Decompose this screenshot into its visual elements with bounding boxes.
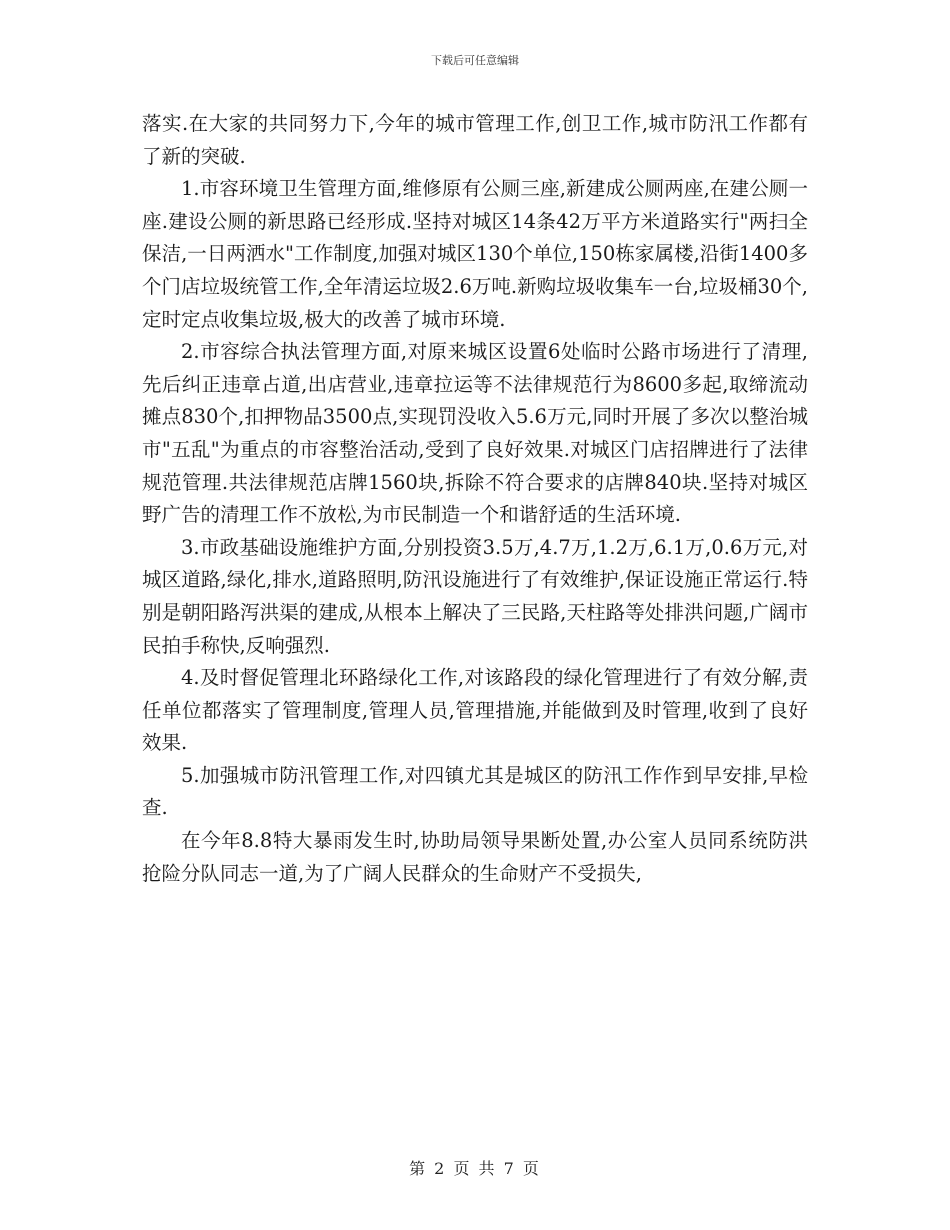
- paragraph-3: 2.市容综合执法管理方面,对原来城区设置6处临时公路市场进行了清理,先后纠正违章占道,出店营业,违章拉运等不法律规范行为8600多起,取缔流动摊点830个,扣押物品3500点,实现罚没收入5.6万元,同时开展了多次以整治城市"五乱"为重点的市容整治活动,受到了良好效果.对城区门店招牌进行了法律规范管理.共法律规范店牌1560块,拆除不符合要求的店牌840块.坚持对城区野广告的清理工作不放松,为市民制造一个和谐舒适的生活环境.: [142, 340, 808, 527]
- paragraph-7: 在今年8.8特大暴雨发生时,协助局领导果断处置,办公室人员同系统防洪抢险分队同志一道,为了广阔人民群众的生命财产不受损失,: [142, 829, 808, 885]
- paragraph-4: 3.市政基础设施维护方面,分别投资3.5万,4.7万,1.2万,6.1万,0.6万元,对城区道路,绿化,排水,道路照明,防汛设施进行了有效维护,保证设施正常运行.特别是朝阳路泻洪渠的建成,从根本上解决了三民路,天柱路等处排洪问题,广阔市民拍手称快,反响强烈.: [142, 535, 808, 657]
- page-number: 第 2 页 共 7 页: [409, 1159, 541, 1178]
- paragraph-2: 1.市容环境卫生管理方面,维修原有公厕三座,新建成公厕两座,在建公厕一座.建设公厕的新思路已经形成.坚持对城区14条42万平方米道路实行"两扫全保洁,一日两洒水"工作制度,加强对城区130个单位,150栋家属楼,沿街1400多个门店垃圾统管工作,全年清运垃圾2.6万吨.新购垃圾收集车一台,垃圾桶30个,定时定点收集垃圾,极大的改善了城市环境.: [142, 177, 808, 331]
- header-note: 下载后可任意编辑: [431, 54, 519, 67]
- paragraph-6: 5.加强城市防汛管理工作,对四镇尤其是城区的防汛工作作到早安排,早检查.: [142, 763, 808, 820]
- paragraph-5: 4.及时督促管理北环路绿化工作,对该路段的绿化管理进行了有效分解,责任单位都落实了管理制度,管理人员,管理措施,并能做到及时管理,收到了良好效果.: [142, 666, 808, 755]
- paragraph-1: 落实.在大家的共同努力下,今年的城市管理工作,创卫工作,城市防汛工作都有了新的突破.: [142, 112, 808, 168]
- document-body: [142, 108, 808, 890]
